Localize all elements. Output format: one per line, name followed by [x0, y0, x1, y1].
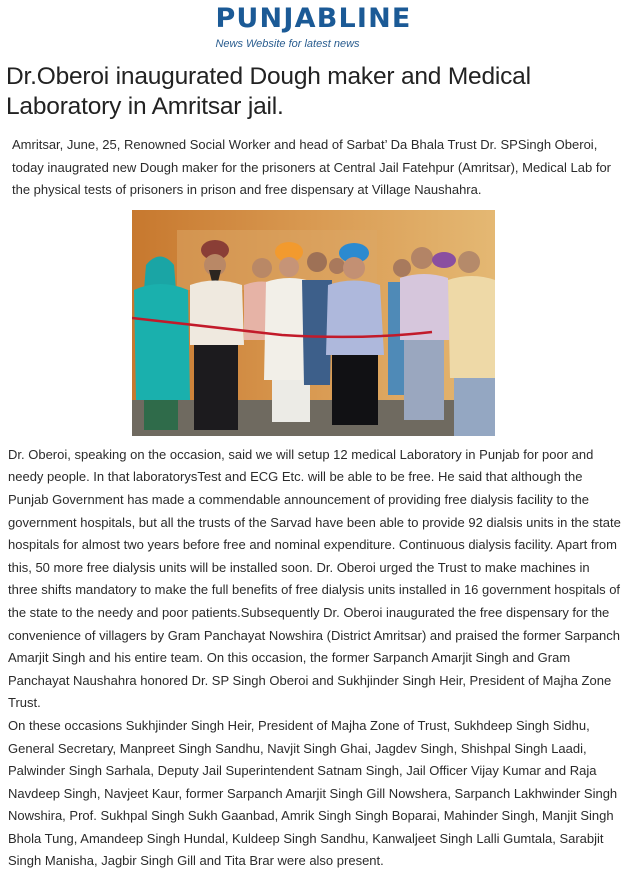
article-body-paragraph: Dr. Oberoi, speaking on the occasion, said we will setup 12 medical Laboratory in Punjab for poor and needy people. In that laboratorysTest and ECG Etc. will be able to be free. He said that although the Punjab Government has made a commendable announcement of providing free dialysis facility to the government hospitals, but all the trusts of the Sarvad have been able to provide 92 dialsis units in the state hospitals for almost two years before free and nominal expenditure. Continuous dialysis facility. Apart from this, 50 more free dialysis units will be installed soon. Dr. Oberoi urged the Trust to make machines in three shifts mandatory to make the full benefits of free dialysis units installed in 16 government hospitals of the state to the needy and poor patients.Subsequently Dr. Oberoi inaugurated the free dispensary for the convenience of villagers by Gram Panchayat Nowshira (District Amritsar) and praised the former Sarpanch Amarjit Singh and his entire team. On this occasion, the former Sarpanch Amarjit Singh and Gram Panchayat Naushahra honored Dr. SP Singh Oberoi and Sukhjinder Singh Heir, President of Majha Zone Trust.	[8, 446, 621, 711]
masthead	[0, 4, 627, 52]
masthead-inner	[215, 4, 411, 51]
site-logo[interactable]: PUNJABLINE	[215, 3, 412, 34]
site-tagline: News Website for latest news	[215, 38, 360, 50]
news-photo-icon	[132, 210, 495, 436]
article-headline: Dr.Oberoi inaugurated Dough maker and Medical Laboratory in Amritsar jail.	[6, 63, 531, 120]
article-intro: Amritsar, June, 25, Renowned Social Worker and head of Sarbat’ Da Bhala Trust Dr. SPSingh Oberoi, today inaugrated new Dough maker for the prisoners at Central Jail Fatehpur (Amritsar), Medical Lab for the physical tests of prisoners in prison and free dispensary at Village Naushahra.	[12, 137, 612, 198]
article-photo	[132, 210, 495, 436]
article-attendees-paragraph: On these occasions Sukhjinder Singh Heir, President of Majha Zone of Trust, Sukhdeep Singh Sidhu, General Secretary, Manpreet Singh Sandhu, Navjit Singh Ghai, Jagdev Singh, Shishpal Singh Laadi, Palwinder Singh Sarhala, Deputy Jail Superintendent Satnam Singh, Jail Officer Vijay Kumar and Raja Navdeep Singh, Navjeet Kaur, former Sarpanch Amarjit Singh Gill Nowshera, Sarpanch Lakhwinder Singh Nowshira, Prof. Sukhpal Singh Sukh Gaanbad, Amrik Singh Singh Boparai, Mahinder Singh, Manjit Singh Bhola Tung, Amandeep Singh Hundal, Kuldeep Singh Sandhu, Kanwaljeet Singh Lalli Gumtala, Sarabjit Singh Manisha, Jagbir Singh Gill and Tita Brar were also present.	[8, 717, 618, 869]
